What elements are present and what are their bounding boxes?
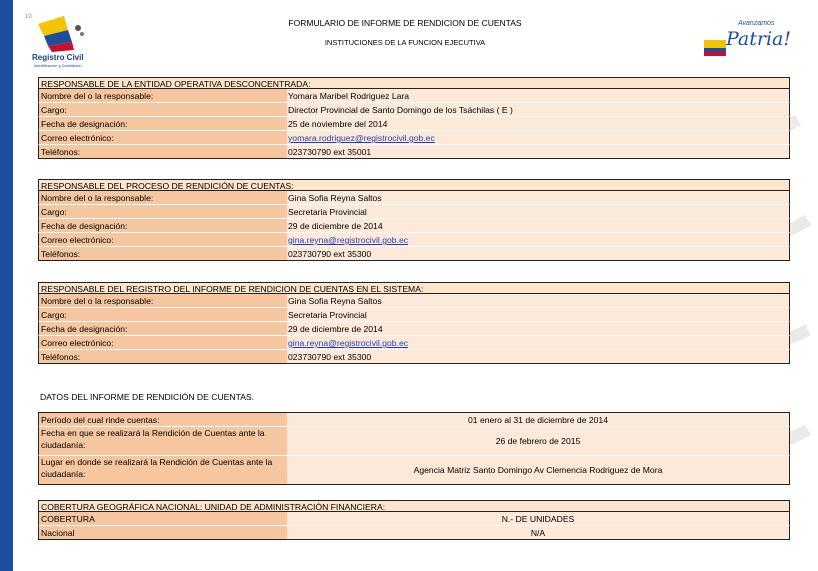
logo-left-title: Registro Civil bbox=[32, 53, 84, 62]
table-row bbox=[38, 247, 790, 261]
table-row bbox=[38, 308, 790, 322]
row-value: Gina Sofia Reyna Saltos bbox=[287, 191, 790, 205]
row-value: 29 de diciembre de 2014 bbox=[287, 219, 790, 233]
row-value: 023730790 ext 35001 bbox=[287, 145, 790, 159]
section-cobertura bbox=[38, 500, 790, 540]
row-label: Cargo: bbox=[38, 205, 287, 219]
row-value: 01 enero al 31 de diciembre de 2014 bbox=[287, 412, 790, 427]
section-title: RESPONSABLE DEL REGISTRO DEL INFORME DE RENDICION DE CUENTAS EN EL SISTEMA: bbox=[38, 282, 790, 294]
left-sidebar-bar bbox=[0, 0, 13, 571]
logo-right-main: Patria! bbox=[726, 28, 792, 50]
row-value: Director Provincial de Santo Domingo de los Tsáchilas ( E ) bbox=[287, 103, 790, 117]
form-title: FORMULARIO DE INFORME DE RENDICION DE CUENTAS bbox=[288, 18, 522, 28]
row-label: Cargo: bbox=[38, 308, 287, 322]
row-label: Correo electrónico: bbox=[38, 131, 287, 145]
page-number: 10 bbox=[25, 14, 32, 20]
row-value: Secretaria Provincial bbox=[287, 205, 790, 219]
section-title: RESPONSABLE DE LA ENTIDAD OPERATIVA DESCONCENTRADA: bbox=[38, 77, 790, 89]
table-row bbox=[38, 117, 790, 131]
email-link[interactable]: gina.reyna@registrocivil.gob.ec bbox=[288, 235, 409, 245]
row-label: COBERTURA bbox=[38, 512, 287, 526]
section-datos bbox=[38, 412, 790, 485]
row-value: 26 de febrero de 2015 bbox=[287, 427, 790, 456]
row-label: Correo electrónico: bbox=[38, 233, 287, 247]
row-value: N.- DE UNIDADES bbox=[287, 512, 790, 526]
row-value: N/A bbox=[287, 526, 790, 540]
row-label: Fecha de designación: bbox=[38, 219, 287, 233]
row-value: 25 de noviembre del 2014 bbox=[287, 117, 790, 131]
registro-civil-logo bbox=[30, 12, 100, 72]
datos-title: DATOS DEL INFORME DE RENDICIÓN DE CUENTAS. bbox=[40, 392, 255, 402]
patria-logo bbox=[704, 20, 792, 70]
section-registro bbox=[38, 282, 790, 364]
row-label: Nombre del o la responsable: bbox=[38, 294, 287, 308]
row-label: Lugar en donde se realizará la Rendición de Cuentas ante la ciudadanía: bbox=[38, 456, 287, 485]
table-row bbox=[38, 219, 790, 233]
table-row bbox=[38, 294, 790, 308]
row-value: 023730790 ext 35300 bbox=[287, 247, 790, 261]
row-label: Nombre del o la responsable: bbox=[38, 89, 287, 103]
row-label: Nombre del o la responsable: bbox=[38, 191, 287, 205]
section-title: RESPONSABLE DEL PROCESO DE RENDICIÓN DE CUENTAS: bbox=[38, 179, 790, 191]
row-value: Secretaria Provincial bbox=[287, 308, 790, 322]
row-label: Cargo: bbox=[38, 103, 287, 117]
row-label: Fecha en que se realizará la Rendición de Cuentas ante la ciudadanía: bbox=[38, 427, 287, 456]
table-row bbox=[38, 427, 790, 456]
table-row bbox=[38, 456, 790, 485]
row-value: Agencia Matriz Santo Domingo Av Clemencia Rodriguez de Mora bbox=[287, 456, 790, 485]
row-label: Teléfonos: bbox=[38, 247, 287, 261]
row-value: 023730790 ext 35300 bbox=[287, 350, 790, 364]
row-label: Teléfonos: bbox=[38, 145, 287, 159]
section-proceso bbox=[38, 179, 790, 261]
table-row bbox=[38, 103, 790, 117]
section-title: COBERTURA GEOGRÁFICA NACIONAL: UNIDAD DE ADMINISTRACIÓN FINANCIERA: bbox=[38, 500, 790, 512]
email-link[interactable]: gina.reyna@registrocivil.gob.ec bbox=[288, 338, 409, 348]
logo-right-top: Avanzamos bbox=[738, 20, 775, 27]
table-row bbox=[38, 412, 790, 427]
row-label: Fecha de designación: bbox=[38, 322, 287, 336]
table-row bbox=[38, 336, 790, 350]
table-row bbox=[38, 526, 790, 540]
table-row bbox=[38, 205, 790, 219]
row-label: Correo electrónico: bbox=[38, 336, 287, 350]
ecuador-flag-icon bbox=[704, 40, 726, 56]
section-entidad bbox=[38, 77, 790, 159]
table-row bbox=[38, 322, 790, 336]
table-row bbox=[38, 512, 790, 526]
table-row bbox=[38, 233, 790, 247]
table-row bbox=[38, 191, 790, 205]
logo-left-subtitle: Identificación y Cedulación bbox=[34, 63, 82, 68]
row-label: Fecha de designación: bbox=[38, 117, 287, 131]
row-value: Yomara Maribel Rodriguez Lara bbox=[287, 89, 790, 103]
row-label: Nacional bbox=[38, 526, 287, 540]
table-row bbox=[38, 131, 790, 145]
row-label: Período del cual rinde cuentas: bbox=[38, 412, 287, 427]
row-label: Teléfonos: bbox=[38, 350, 287, 364]
row-value: 29 de diciembre de 2014 bbox=[287, 322, 790, 336]
table-row bbox=[38, 145, 790, 159]
email-link[interactable]: yomara.rodriguez@registrocivil.gob.ec bbox=[288, 133, 435, 143]
row-value: Gina Sofia Reyna Saltos bbox=[287, 294, 790, 308]
form-subtitle: INSTITUCIONES DE LA FUNCION EJECUTIVA bbox=[324, 38, 486, 47]
table-row bbox=[38, 350, 790, 364]
table-row bbox=[38, 89, 790, 103]
